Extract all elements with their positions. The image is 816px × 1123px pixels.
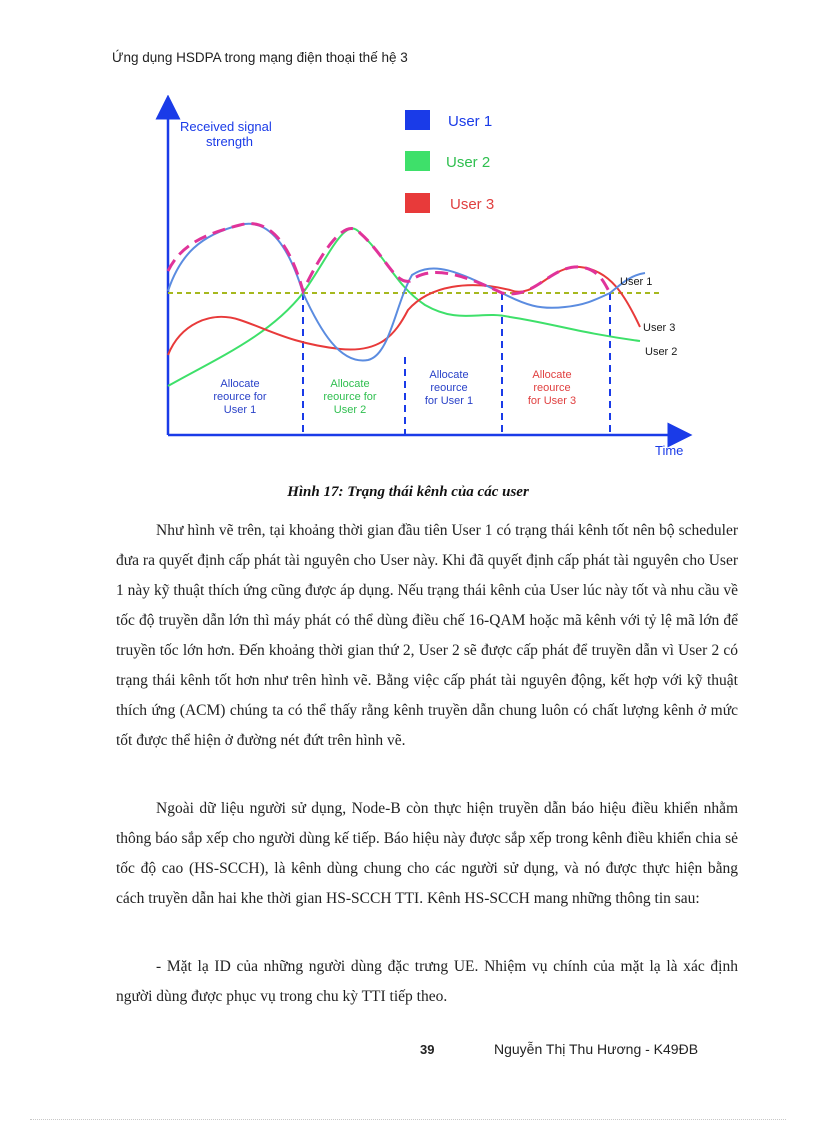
- paragraph-2: Ngoài dữ liệu người sử dụng, Node-B còn thực hiện truyền dẫn báo hiệu điều khiển nhằm thông báo sắp xếp cho người dùng kế tiếp. Báo hiệu này được sắp xếp trong kênh điều khiển chia sẻ tốc độ cao (HS-SCCH), là kênh dùng chung cho các người sử dụng, và nó được thực hiện bằng cách truyền dẫn hai khe thời gian HS-SCCH TTI. Kênh HS-SCCH mang những thông tin sau:: [116, 800, 738, 907]
- y-axis-label-line2: strength: [206, 134, 253, 149]
- interval-label-3-line3: for User 1: [424, 395, 474, 407]
- figure-caption: Hình 17: Trạng thái kênh của các user: [287, 484, 529, 500]
- legend-swatch-user3: [405, 193, 430, 213]
- footer-author: Nguyễn Thị Thu Hương - K49ĐB: [494, 1041, 699, 1057]
- interval-label-4-line1: Allocate: [532, 369, 572, 381]
- curve-label-user3: User 3: [643, 322, 676, 334]
- running-header: Ứng dụng HSDPA trong mạng điện thoại thế hệ 3: [112, 50, 408, 65]
- interval-label-1-line1: Allocate: [220, 378, 260, 390]
- interval-label-2-line2: reource for: [323, 391, 377, 403]
- paragraph-1: Như hình vẽ trên, tại khoảng thời gian đầu tiên User 1 có trạng thái kênh tốt nên bộ scheduler đưa ra quyết định cấp phát tài nguyên cho User này. Khi đã quyết định cấp phát tài nguyên cho User 1 này kỹ thuật thích ứng cũng được áp dụng. Nếu trạng thái kênh của User lúc này tốt và nhu cầu về tốc độ truyền dẫn lớn thì máy phát có thể dùng điều chế 16-QAM hoặc mã kênh với tỷ lệ mã lớn để truyền tốc lớn hơn. Đến khoảng thời gian thứ 2, User 2 sẽ được cấp phát để truyền dẫn vì User 2 có trạng thái kênh tốt hơn như trên hình vẽ. Bằng việc cấp phát tài nguyên động, kết hợp với kỹ thuật thích ứng (ACM) chúng ta có thể thấy rằng kênh truyền dẫn chung luôn có chất lượng kênh ở mức tốt được thể hiện ở đường nét đứt trên hình vẽ.: [116, 522, 738, 749]
- legend-swatch-user2: [405, 151, 430, 171]
- legend-label-user2: User 2: [446, 154, 491, 171]
- curve-label-user2: User 2: [645, 346, 678, 358]
- legend-swatch-user1: [405, 110, 430, 130]
- interval-label-1-line3: User 1: [223, 404, 257, 416]
- curve-label-user1: User 1: [620, 276, 653, 288]
- interval-label-2-line3: User 2: [333, 404, 367, 416]
- legend-label-user3: User 3: [450, 196, 495, 213]
- legend-label-user1: User 1: [448, 113, 493, 130]
- best-channel-envelope: [168, 224, 610, 294]
- interval-label-3-line1: Allocate: [429, 369, 469, 381]
- bottom-rule: [30, 1119, 786, 1120]
- interval-label-3-line2: reource: [430, 382, 468, 394]
- channel-state-figure: [140, 95, 700, 465]
- x-axis-label: Time: [655, 443, 684, 458]
- interval-label-1-line2: reource for: [213, 391, 267, 403]
- y-axis-label-line1: Received signal: [180, 119, 272, 134]
- channel-state-diagram: [140, 95, 700, 465]
- interval-label-2-line1: Allocate: [330, 378, 370, 390]
- page-number: 39: [420, 1042, 435, 1057]
- interval-label-4-line3: for User 3: [527, 395, 577, 407]
- interval-label-4-line2: reource: [533, 382, 571, 394]
- paragraph-3: - Mặt lạ ID của những người dùng đặc trưng UE. Nhiệm vụ chính của mặt lạ là xác định người dùng được phục vụ trong chu kỳ TTI tiếp theo.: [116, 958, 738, 1005]
